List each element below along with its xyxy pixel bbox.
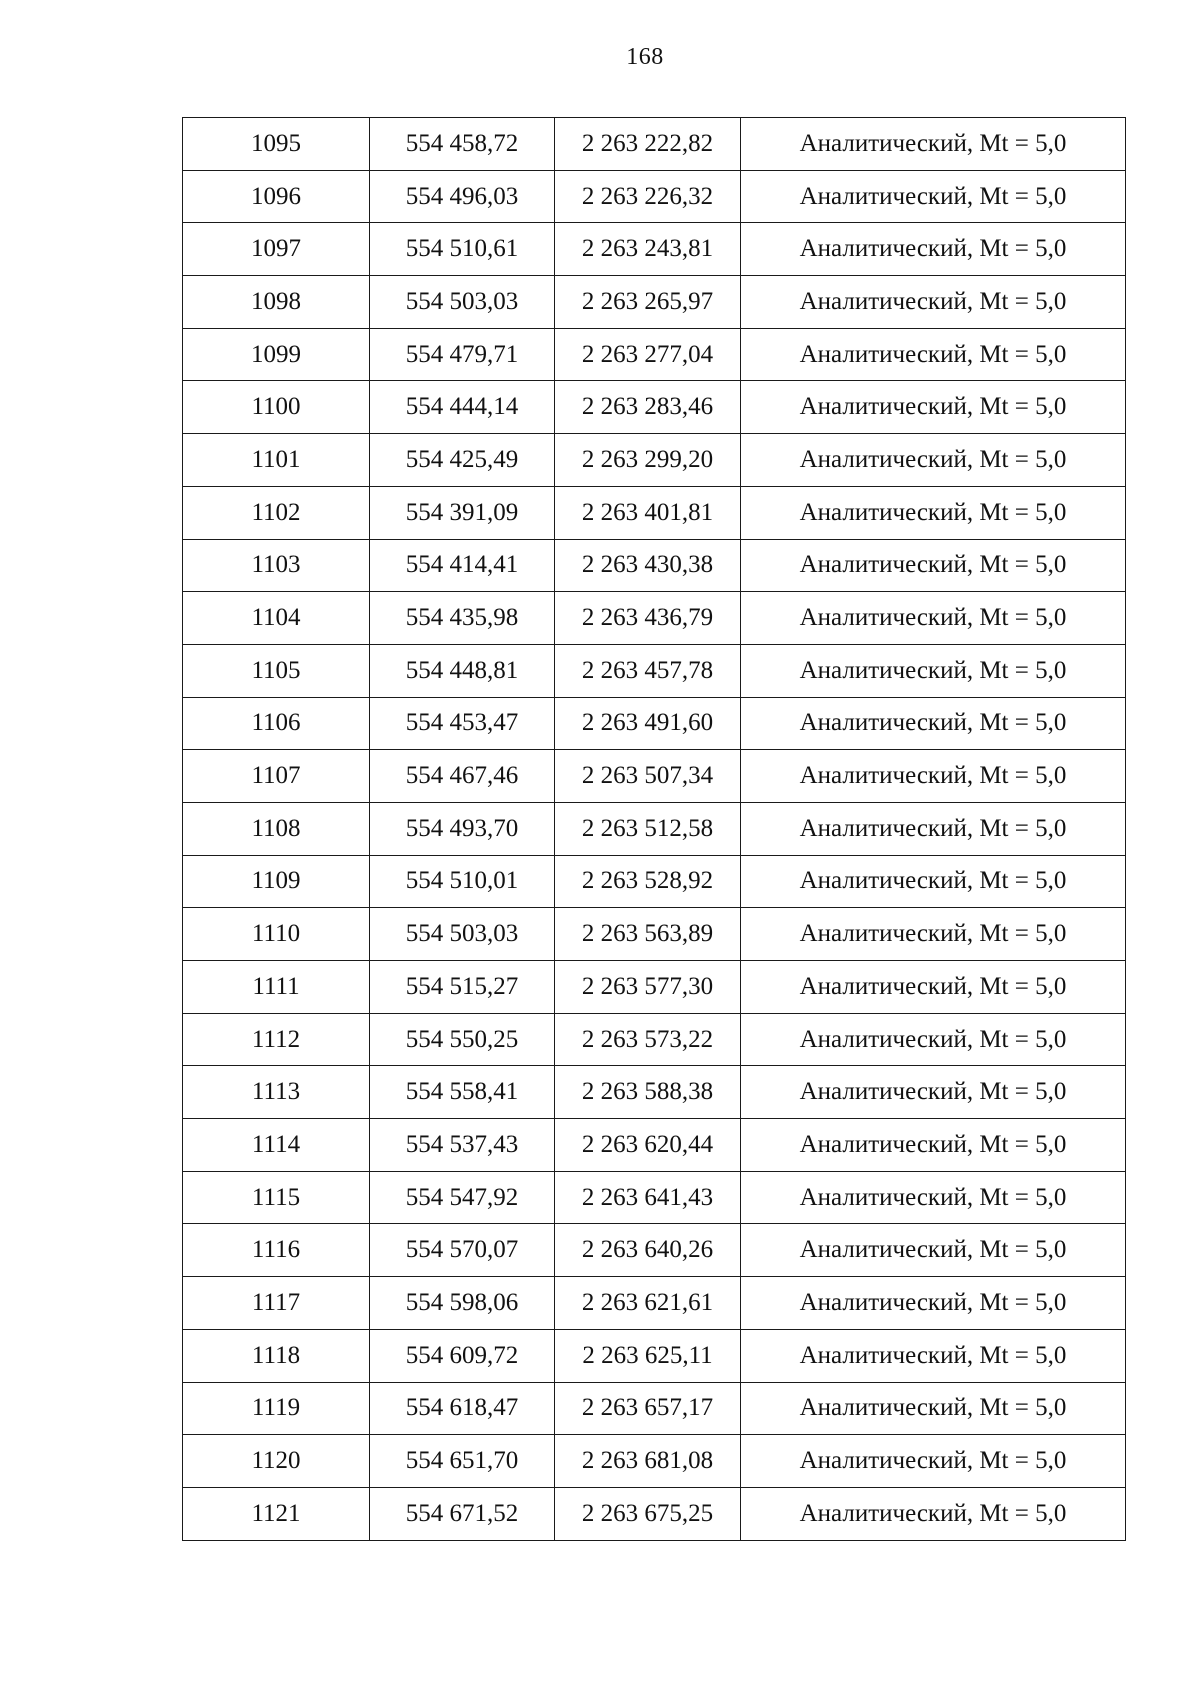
y-coordinate-cell: 2 263 573,22 <box>555 1013 741 1066</box>
y-coordinate-cell: 2 263 620,44 <box>555 1119 741 1172</box>
x-coordinate-cell: 554 444,14 <box>370 381 555 434</box>
point-number-cell: 1110 <box>183 908 370 961</box>
table-row <box>183 434 1126 487</box>
x-coordinate-cell: 554 570,07 <box>370 1224 555 1277</box>
table-row <box>183 118 1126 171</box>
method-cell: Аналитический, Mt = 5,0 <box>741 592 1126 645</box>
point-number-cell: 1121 <box>183 1487 370 1540</box>
point-number-cell: 1119 <box>183 1382 370 1435</box>
x-coordinate-cell: 554 510,01 <box>370 855 555 908</box>
point-number-cell: 1118 <box>183 1329 370 1382</box>
y-coordinate-cell: 2 263 299,20 <box>555 434 741 487</box>
y-coordinate-cell: 2 263 265,97 <box>555 276 741 329</box>
x-coordinate-cell: 554 550,25 <box>370 1013 555 1066</box>
point-number-cell: 1120 <box>183 1435 370 1488</box>
y-coordinate-cell: 2 263 563,89 <box>555 908 741 961</box>
table-row <box>183 1013 1126 1066</box>
y-coordinate-cell: 2 263 641,43 <box>555 1171 741 1224</box>
point-number-cell: 1095 <box>183 118 370 171</box>
method-cell: Аналитический, Mt = 5,0 <box>741 1013 1126 1066</box>
table-row <box>183 486 1126 539</box>
x-coordinate-cell: 554 467,46 <box>370 750 555 803</box>
x-coordinate-cell: 554 435,98 <box>370 592 555 645</box>
y-coordinate-cell: 2 263 491,60 <box>555 697 741 750</box>
method-cell: Аналитический, Mt = 5,0 <box>741 855 1126 908</box>
method-cell: Аналитический, Mt = 5,0 <box>741 1224 1126 1277</box>
x-coordinate-cell: 554 496,03 <box>370 170 555 223</box>
table-row <box>183 170 1126 223</box>
point-number-cell: 1104 <box>183 592 370 645</box>
method-cell: Аналитический, Mt = 5,0 <box>741 644 1126 697</box>
x-coordinate-cell: 554 651,70 <box>370 1435 555 1488</box>
method-cell: Аналитический, Mt = 5,0 <box>741 1171 1126 1224</box>
table-row <box>183 1171 1126 1224</box>
point-number-cell: 1109 <box>183 855 370 908</box>
x-coordinate-cell: 554 448,81 <box>370 644 555 697</box>
point-number-cell: 1113 <box>183 1066 370 1119</box>
page-number: 168 <box>626 44 664 70</box>
x-coordinate-cell: 554 515,27 <box>370 961 555 1014</box>
method-cell: Аналитический, Mt = 5,0 <box>741 486 1126 539</box>
table-row <box>183 328 1126 381</box>
x-coordinate-cell: 554 414,41 <box>370 539 555 592</box>
point-number-cell: 1099 <box>183 328 370 381</box>
x-coordinate-cell: 554 558,41 <box>370 1066 555 1119</box>
table-row <box>183 1382 1126 1435</box>
x-coordinate-cell: 554 609,72 <box>370 1329 555 1382</box>
method-cell: Аналитический, Mt = 5,0 <box>741 170 1126 223</box>
point-number-cell: 1117 <box>183 1277 370 1330</box>
method-cell: Аналитический, Mt = 5,0 <box>741 802 1126 855</box>
x-coordinate-cell: 554 618,47 <box>370 1382 555 1435</box>
table-row <box>183 961 1126 1014</box>
x-coordinate-cell: 554 671,52 <box>370 1487 555 1540</box>
y-coordinate-cell: 2 263 283,46 <box>555 381 741 434</box>
y-coordinate-cell: 2 263 528,92 <box>555 855 741 908</box>
y-coordinate-cell: 2 263 675,25 <box>555 1487 741 1540</box>
x-coordinate-cell: 554 598,06 <box>370 1277 555 1330</box>
point-number-cell: 1098 <box>183 276 370 329</box>
table-row <box>183 1277 1126 1330</box>
method-cell: Аналитический, Mt = 5,0 <box>741 223 1126 276</box>
point-number-cell: 1111 <box>183 961 370 1014</box>
x-coordinate-cell: 554 453,47 <box>370 697 555 750</box>
method-cell: Аналитический, Mt = 5,0 <box>741 1066 1126 1119</box>
point-number-cell: 1112 <box>183 1013 370 1066</box>
table-row <box>183 592 1126 645</box>
point-number-cell: 1101 <box>183 434 370 487</box>
point-number-cell: 1103 <box>183 539 370 592</box>
table-row <box>183 697 1126 750</box>
x-coordinate-cell: 554 391,09 <box>370 486 555 539</box>
method-cell: Аналитический, Mt = 5,0 <box>741 539 1126 592</box>
y-coordinate-cell: 2 263 681,08 <box>555 1435 741 1488</box>
x-coordinate-cell: 554 503,03 <box>370 908 555 961</box>
y-coordinate-cell: 2 263 588,38 <box>555 1066 741 1119</box>
method-cell: Аналитический, Mt = 5,0 <box>741 1329 1126 1382</box>
point-number-cell: 1096 <box>183 170 370 223</box>
point-number-cell: 1115 <box>183 1171 370 1224</box>
point-number-cell: 1102 <box>183 486 370 539</box>
point-number-cell: 1107 <box>183 750 370 803</box>
x-coordinate-cell: 554 479,71 <box>370 328 555 381</box>
table-row <box>183 644 1126 697</box>
y-coordinate-cell: 2 263 625,11 <box>555 1329 741 1382</box>
table-row <box>183 1066 1126 1119</box>
table-row <box>183 855 1126 908</box>
y-coordinate-cell: 2 263 222,82 <box>555 118 741 171</box>
method-cell: Аналитический, Mt = 5,0 <box>741 381 1126 434</box>
x-coordinate-cell: 554 458,72 <box>370 118 555 171</box>
method-cell: Аналитический, Mt = 5,0 <box>741 697 1126 750</box>
table-row <box>183 1224 1126 1277</box>
point-number-cell: 1105 <box>183 644 370 697</box>
coordinates-table-body <box>183 118 1126 1541</box>
point-number-cell: 1108 <box>183 802 370 855</box>
point-number-cell: 1116 <box>183 1224 370 1277</box>
point-number-cell: 1114 <box>183 1119 370 1172</box>
x-coordinate-cell: 554 537,43 <box>370 1119 555 1172</box>
point-number-cell: 1097 <box>183 223 370 276</box>
table-row <box>183 539 1126 592</box>
method-cell: Аналитический, Mt = 5,0 <box>741 1382 1126 1435</box>
method-cell: Аналитический, Mt = 5,0 <box>741 961 1126 1014</box>
table-row <box>183 1329 1126 1382</box>
method-cell: Аналитический, Mt = 5,0 <box>741 1435 1126 1488</box>
y-coordinate-cell: 2 263 277,04 <box>555 328 741 381</box>
table-row <box>183 1487 1126 1540</box>
y-coordinate-cell: 2 263 507,34 <box>555 750 741 803</box>
y-coordinate-cell: 2 263 621,61 <box>555 1277 741 1330</box>
table-row <box>183 381 1126 434</box>
y-coordinate-cell: 2 263 243,81 <box>555 223 741 276</box>
x-coordinate-cell: 554 547,92 <box>370 1171 555 1224</box>
point-number-cell: 1106 <box>183 697 370 750</box>
x-coordinate-cell: 554 503,03 <box>370 276 555 329</box>
y-coordinate-cell: 2 263 657,17 <box>555 1382 741 1435</box>
method-cell: Аналитический, Mt = 5,0 <box>741 328 1126 381</box>
method-cell: Аналитический, Mt = 5,0 <box>741 1277 1126 1330</box>
method-cell: Аналитический, Mt = 5,0 <box>741 118 1126 171</box>
table-row <box>183 908 1126 961</box>
method-cell: Аналитический, Mt = 5,0 <box>741 1119 1126 1172</box>
method-cell: Аналитический, Mt = 5,0 <box>741 1487 1126 1540</box>
table-row <box>183 276 1126 329</box>
method-cell: Аналитический, Mt = 5,0 <box>741 750 1126 803</box>
table-row <box>183 750 1126 803</box>
point-number-cell: 1100 <box>183 381 370 434</box>
y-coordinate-cell: 2 263 226,32 <box>555 170 741 223</box>
method-cell: Аналитический, Mt = 5,0 <box>741 434 1126 487</box>
coordinates-table <box>182 117 1126 1541</box>
table-row <box>183 802 1126 855</box>
table-row <box>183 1119 1126 1172</box>
y-coordinate-cell: 2 263 640,26 <box>555 1224 741 1277</box>
method-cell: Аналитический, Mt = 5,0 <box>741 276 1126 329</box>
method-cell: Аналитический, Mt = 5,0 <box>741 908 1126 961</box>
y-coordinate-cell: 2 263 577,30 <box>555 961 741 1014</box>
y-coordinate-cell: 2 263 401,81 <box>555 486 741 539</box>
x-coordinate-cell: 554 425,49 <box>370 434 555 487</box>
x-coordinate-cell: 554 493,70 <box>370 802 555 855</box>
table-row <box>183 1435 1126 1488</box>
table-row <box>183 223 1126 276</box>
y-coordinate-cell: 2 263 512,58 <box>555 802 741 855</box>
x-coordinate-cell: 554 510,61 <box>370 223 555 276</box>
y-coordinate-cell: 2 263 457,78 <box>555 644 741 697</box>
y-coordinate-cell: 2 263 430,38 <box>555 539 741 592</box>
y-coordinate-cell: 2 263 436,79 <box>555 592 741 645</box>
